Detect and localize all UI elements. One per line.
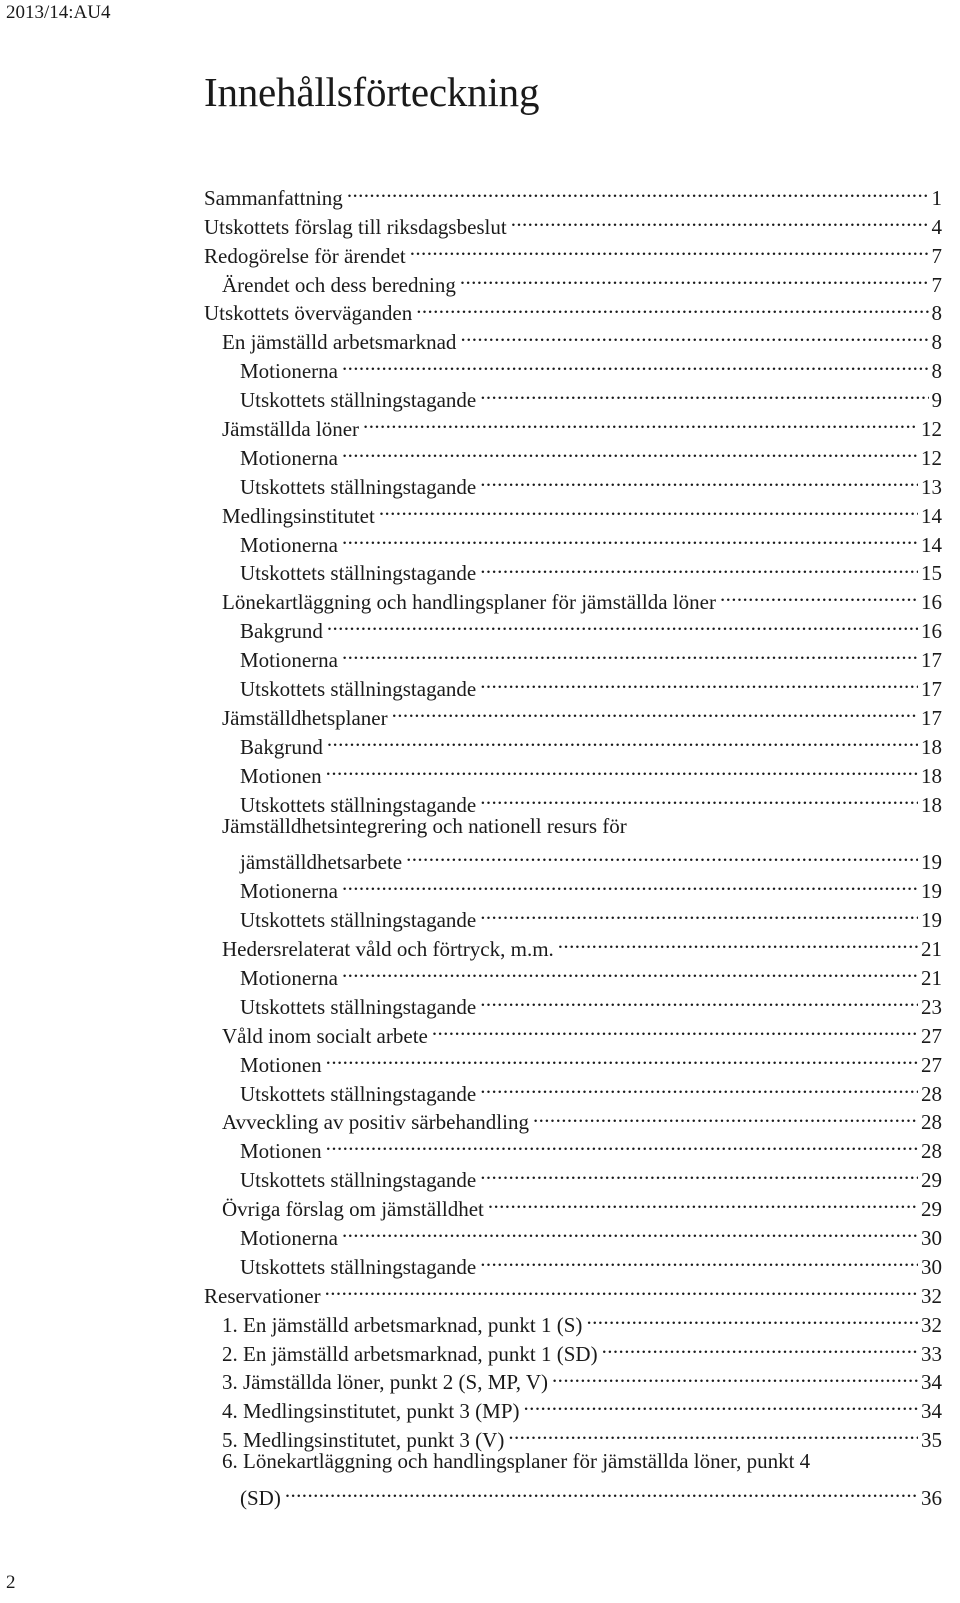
- toc-dot-leader: [533, 1101, 918, 1130]
- toc-dot-leader: [326, 1043, 918, 1072]
- toc-entry-label: Övriga förslag om jämställdhet: [222, 1197, 484, 1222]
- toc-dot-leader: [432, 1014, 918, 1043]
- toc-entry-label: 5. Medlingsinstitutet, punkt 3 (V): [222, 1428, 505, 1453]
- toc-entry-label: 4. Medlingsinstitutet, punkt 3 (MP): [222, 1399, 520, 1424]
- toc-entry-page: 36: [921, 1485, 942, 1510]
- toc-dot-leader: [327, 609, 918, 638]
- toc-entry-label: Utskottets förslag till riksdagsbeslut: [204, 214, 507, 239]
- toc-dot-leader: [460, 320, 928, 349]
- toc-entry-page: 14: [921, 532, 942, 557]
- toc-entry-label: Utskottets ställningstagande: [240, 994, 477, 1019]
- toc-entry[interactable]: [204, 1447, 942, 1476]
- toc-entry-page: 23: [921, 994, 942, 1019]
- toc-entry-label: Ärendet och dess beredning: [222, 272, 456, 297]
- toc-dot-leader: [342, 349, 929, 378]
- toc-entry-label: Utskottets ställningstagande: [240, 677, 477, 702]
- toc-entry-label: En jämställd arbetsmarknad: [222, 330, 457, 355]
- toc-entry-page: 16: [921, 590, 942, 615]
- toc-entry-label: Utskottets ställningstagande: [240, 388, 477, 413]
- toc-dot-leader: [379, 494, 918, 523]
- toc-entry-page: 28: [921, 1139, 942, 1164]
- toc-entry-page: 12: [921, 417, 942, 442]
- toc-entry-label: 3. Jämställda löner, punkt 2 (S, MP, V): [222, 1370, 549, 1395]
- toc-entry-page: 8: [931, 301, 942, 326]
- toc-entry-page: 30: [921, 1225, 942, 1250]
- toc-dot-leader: [480, 985, 918, 1014]
- toc-entry-page: 4: [931, 214, 942, 239]
- toc-entry-label: Jämställdhetsplaner: [222, 705, 388, 730]
- toc-entry-page: 21: [921, 937, 942, 962]
- toc-entry-page: 7: [931, 272, 942, 297]
- toc-entry-label: 1. En jämställd arbetsmarknad, punkt 1 (S): [222, 1312, 583, 1337]
- toc-dot-leader: [480, 552, 918, 581]
- toc-dot-leader: [480, 1245, 918, 1274]
- toc-dot-leader: [480, 783, 918, 812]
- toc-entry-page: 8: [931, 359, 942, 384]
- toc-entry-label: Bakgrund: [240, 619, 323, 644]
- toc-entry-label: Utskottets ställningstagande: [240, 474, 477, 499]
- toc-entry-label: Medlingsinstitutet: [222, 503, 375, 528]
- toc-entry-label: Motionerna: [240, 1225, 338, 1250]
- toc-dot-leader: [327, 725, 918, 754]
- toc-dot-leader: [342, 869, 918, 898]
- toc-entry-label: Utskottets ställningstagande: [240, 1168, 477, 1193]
- toc-entry[interactable]: [204, 840, 942, 875]
- toc-entry-page: 35: [921, 1428, 942, 1453]
- toc-dot-leader: [325, 1274, 918, 1303]
- toc-entry-label: Jämställdhetsintegrering och nationell resurs för: [222, 813, 627, 838]
- toc-dot-leader: [488, 1187, 918, 1216]
- toc-entry-page: 7: [931, 243, 942, 268]
- toc-entry-label: 2. En jämställd arbetsmarknad, punkt 1 (SD): [222, 1341, 598, 1366]
- toc-dot-leader: [363, 407, 918, 436]
- toc-entry-label: Reservationer: [204, 1283, 321, 1308]
- toc-dot-leader: [480, 1158, 918, 1187]
- toc-dot-leader: [326, 754, 918, 783]
- toc-entry-page: 19: [921, 879, 942, 904]
- toc-entry-label: Utskottets ställningstagande: [240, 1254, 477, 1279]
- toc-entry-label: Bakgrund: [240, 734, 323, 759]
- toc-entry-label: Motionerna: [240, 532, 338, 557]
- toc-entry-page: 17: [921, 677, 942, 702]
- toc-entry-label: jämställdhetsarbete: [240, 850, 403, 875]
- toc-entry-label: Motionerna: [240, 965, 338, 990]
- toc-entry-label: Utskottets ställningstagande: [240, 1081, 477, 1106]
- toc-entry-label: (SD): [240, 1485, 281, 1510]
- toc-entry-page: 1: [931, 185, 942, 210]
- toc-entry-page: 9: [931, 388, 942, 413]
- toc-dot-leader: [406, 840, 918, 869]
- toc-dot-leader: [602, 1332, 918, 1361]
- toc-entry-label: Motionen: [240, 763, 322, 788]
- toc-entry-label: Motionen: [240, 1052, 322, 1077]
- toc-entry-label: Motionerna: [240, 445, 338, 470]
- toc-entry-page: 32: [921, 1312, 942, 1337]
- toc-entry-page: 8: [931, 330, 942, 355]
- toc-dot-leader: [410, 234, 929, 263]
- toc-dot-leader: [480, 667, 918, 696]
- table-of-contents: [204, 176, 942, 1510]
- toc-dot-leader: [480, 465, 918, 494]
- toc-entry-label: Motionerna: [240, 648, 338, 673]
- toc-dot-leader: [347, 176, 929, 205]
- toc-entry-page: 34: [921, 1370, 942, 1395]
- toc-entry-page: 18: [921, 763, 942, 788]
- toc-dot-leader: [480, 1072, 918, 1101]
- page-title: Innehållsförteckning: [204, 69, 540, 115]
- toc-entry-page: 15: [921, 561, 942, 586]
- toc-dot-leader: [342, 1216, 918, 1245]
- toc-entry[interactable]: [204, 176, 942, 210]
- page-number: 2: [6, 1572, 16, 1593]
- toc-entry-label: Utskottets ställningstagande: [240, 561, 477, 586]
- toc-entry-page: 16: [921, 619, 942, 644]
- toc-dot-leader: [285, 1476, 918, 1505]
- toc-entry-page: 21: [921, 965, 942, 990]
- toc-entry[interactable]: [204, 1476, 942, 1510]
- toc-entry-label: Jämställda löner: [222, 417, 360, 442]
- toc-entry-page: 30: [921, 1254, 942, 1279]
- toc-dot-leader: [508, 1418, 918, 1447]
- toc-dot-leader: [552, 1361, 918, 1390]
- toc-dot-leader: [720, 580, 918, 609]
- toc-entry-label: Motionen: [240, 1139, 322, 1164]
- toc-entry-label: Hedersrelaterat våld och förtryck, m.m.: [222, 937, 554, 962]
- toc-dot-leader: [558, 927, 918, 956]
- toc-entry-label: Utskottets överväganden: [204, 301, 413, 326]
- toc-entry[interactable]: [204, 812, 942, 841]
- toc-entry-page: 28: [921, 1081, 942, 1106]
- toc-entry-page: 14: [921, 503, 942, 528]
- toc-entry-label: Sammanfattning: [204, 185, 343, 210]
- toc-dot-leader: [342, 638, 918, 667]
- toc-entry-label: 6. Lönekartläggning och handlingsplaner för jämställda löner, punkt 4: [222, 1449, 811, 1474]
- toc-dot-leader: [524, 1389, 918, 1418]
- toc-entry-page: 17: [921, 705, 942, 730]
- toc-dot-leader: [392, 696, 918, 725]
- toc-entry-label: Lönekartläggning och handlingsplaner för jämställda löner: [222, 590, 716, 615]
- toc-entry-page: 27: [921, 1023, 942, 1048]
- toc-dot-leader: [586, 1303, 918, 1332]
- toc-entry-label: Motionerna: [240, 359, 338, 384]
- toc-dot-leader: [342, 436, 918, 465]
- toc-entry-page: 28: [921, 1110, 942, 1135]
- toc-entry-page: 29: [921, 1168, 942, 1193]
- toc-dot-leader: [416, 292, 928, 321]
- toc-entry-label: Avveckling av positiv särbehandling: [222, 1110, 529, 1135]
- toc-entry-page: 17: [921, 648, 942, 673]
- toc-entry-page: 19: [921, 850, 942, 875]
- toc-dot-leader: [326, 1129, 918, 1158]
- toc-entry-page: 29: [921, 1197, 942, 1222]
- toc-entry-label: Motionerna: [240, 879, 338, 904]
- toc-entry-page: 32: [921, 1283, 942, 1308]
- document-id: 2013/14:AU4: [6, 2, 111, 23]
- toc-entry-page: 19: [921, 908, 942, 933]
- toc-entry-page: 13: [921, 474, 942, 499]
- toc-dot-leader: [511, 205, 929, 234]
- toc-dot-leader: [480, 378, 928, 407]
- toc-entry-page: 18: [921, 792, 942, 817]
- toc-entry-label: Våld inom socialt arbete: [222, 1023, 428, 1048]
- toc-dot-leader: [480, 898, 918, 927]
- toc-entry-page: 12: [921, 445, 942, 470]
- toc-dot-leader: [342, 523, 918, 552]
- toc-dot-leader: [342, 956, 918, 985]
- toc-dot-leader: [460, 263, 929, 292]
- toc-entry-label: Utskottets ställningstagande: [240, 792, 477, 817]
- toc-entry-label: Redogörelse för ärendet: [204, 243, 406, 268]
- toc-entry-page: 33: [921, 1341, 942, 1366]
- toc-entry-label: Utskottets ställningstagande: [240, 908, 477, 933]
- toc-entry-page: 18: [921, 734, 942, 759]
- toc-entry-page: 34: [921, 1399, 942, 1424]
- toc-entry-page: 27: [921, 1052, 942, 1077]
